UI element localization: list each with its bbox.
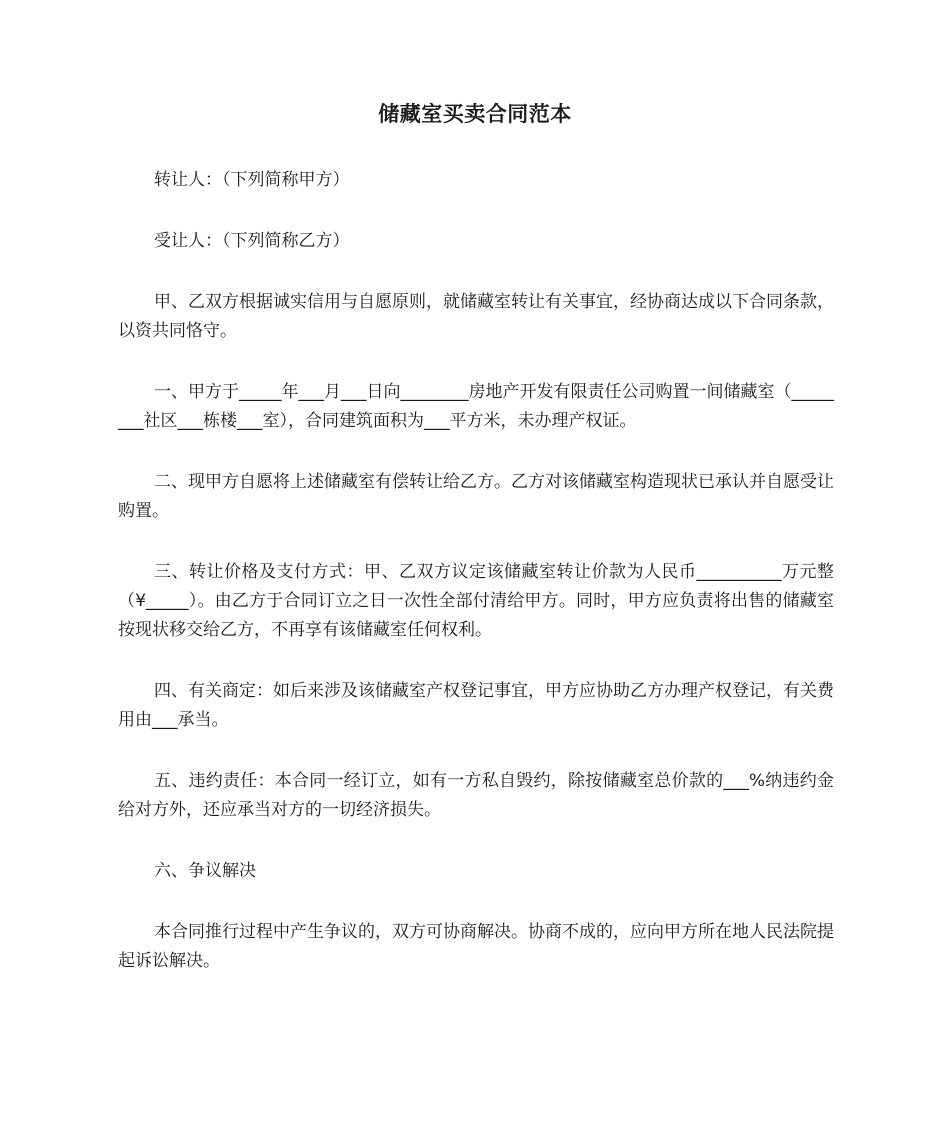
clause-4-agreement: 四、有关商定：如后来涉及该储藏室产权登记事宜，甲方应协助乙方办理产权登记，有关费用由___承当。 [118, 681, 834, 730]
dispute-resolution-paragraph: 本合同推行过程中产生争议的，双方可协商解决。协商不成的，应向甲方所在地人民法院提起诉讼解决。 [118, 922, 834, 971]
preamble-paragraph: 甲、乙双方根据诚实信用与自愿原则，就储藏室转让有关事宜，经协商达成以下合同条款，以资共同恪守。 [118, 292, 834, 341]
document-body [118, 166, 834, 1008]
clause-1-purchase: 一、甲方于_____年___月___日向________房地产开发有限责任公司购置一间储藏室（________社区___栋楼___室），合同建筑面积为___平方米，未办理产权证。 [118, 382, 834, 431]
clause-6-heading: 六、争议解决 [154, 861, 256, 881]
document-title: 储藏室买卖合同范本 [378, 102, 572, 126]
clause-3-price-payment: 三、转让价格及支付方式：甲、乙双方议定该储藏室转让价款为人民币__________万元整（¥_____）。由乙方于合同订立之日一次性全部付清给甲方。同时，甲方应负责将出售的储藏室按现状移交给乙方，不再享有该储藏室任何权利。 [118, 562, 834, 640]
transferor-line: 转让人：（下列简称甲方） [154, 170, 350, 190]
transferee-line: 受让人：（下列简称乙方） [154, 231, 350, 251]
clause-5-liability: 五、违约责任：本合同一经订立，如有一方私自毁约，除按储藏室总价款的___%纳违约金给对方外，还应承当对方的一切经济损失。 [118, 771, 834, 820]
clause-2-transfer: 二、现甲方自愿将上述储藏室有偿转让给乙方。乙方对该储藏室构造现状已承认并自愿受让购置。 [118, 472, 834, 521]
